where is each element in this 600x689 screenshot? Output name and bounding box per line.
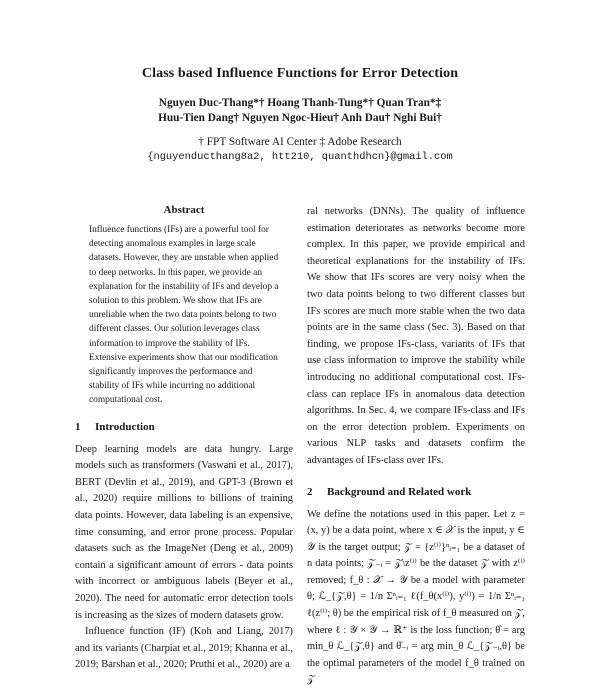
left-column	[75, 204, 293, 674]
author-line-1: Nguyen Duc-Thang*† Hoang Thanh-Tung*† Quan Tran*‡	[0, 96, 600, 111]
affiliations	[0, 135, 600, 165]
section-number: 2	[307, 486, 327, 498]
section-number: 1	[75, 421, 95, 433]
background-paragraph-1: We define the notations used in this paper. Let z = (x, y) be a data point, where x ∈ 𝒳 is the input, y ∈ 𝒴 is the target output; 𝒵 = {z⁽ⁱ⁾}ⁿᵢ₌₁ be a dataset of n data points; 𝒵₋ᵢ = 𝒵\z⁽ⁱ⁾ be the dataset 𝒵 with z⁽ⁱ⁾ removed; f_θ : 𝒳 → 𝒴 be a model with parameter θ; ℒ_{𝒵,θ} = 1/n Σⁿᵢ₌₁ ℓ(f_θ(x⁽ⁱ⁾), y⁽ⁱ⁾) = 1/n Σⁿᵢ₌₁ ℓ(z⁽ⁱ⁾; θ) be the empirical risk of f_θ measured on 𝒵, where ℓ : 𝒴 × 𝒴 → ℝ⁺ is the loss function; θ̂ = arg min_θ ℒ_{𝒵,θ} and θ̂₋ᵢ = arg min_θ ℒ_{𝒵₋ᵢ,θ} be the optimal parameters of the model f_θ trained on 𝒵	[307, 507, 525, 689]
author-list	[0, 96, 600, 126]
abstract-heading: Abstract	[75, 204, 293, 216]
section-title: Introduction	[95, 421, 155, 433]
author-emails: {nguyenducthang8a2, htt210, quanthdhcn}@gmail.com	[0, 150, 600, 165]
section-title: Background and Related work	[327, 486, 471, 498]
paper-title: Class based Influence Functions for Error Detection	[0, 66, 600, 82]
section-heading-background	[307, 486, 525, 498]
intro-paragraph-2: Influence function (IF) (Koh and Liang, 2017) and its variants (Charpiat et al., 2019; Khanna et al., 2019; Barshan et al., 2020; Pruthi et al., 2020) are a	[75, 624, 293, 674]
section-heading-introduction	[75, 421, 293, 433]
right-column	[307, 204, 525, 689]
abstract-text: Influence functions (IFs) are a powerful tool for detecting anomalous examples in large scale datasets. However, they are unstable when applied to deep networks. In this paper, we provide an explanation for the instability of IFs and develop a solution to this problem. We show that IFs are unreliable when the two data points belong to two different classes. Our solution leverages class information to improve the stability of IFs. Extensive experiments show that our modification significantly improves the performance and stability of IFs while incurring no additional computational cost.	[89, 223, 283, 408]
intro-continuation-paragraph: ral networks (DNNs). The quality of influence estimation deteriorates as networks become more complex. In this paper, we provide empirical and theoretical explanations for the instability of IFs. We show that IFs scores are very noisy when the two data points belong to two different classes but IFs scores are much more stable when the two data points are in the same class (Sec. 3). Based on that finding, we propose IFs-class, variants of IFs that use class information to improve the stability while introducing no additional computational cost. IFs-class can replace IFs in anomalous data detection algorithms. In Sec. 4, we compare IFs-class and IFs on the error detection problem. Experiments on various NLP tasks and datasets confirm the advantages of IFs-class over IFs.	[307, 204, 525, 470]
author-line-2: Huu-Tien Dang† Nguyen Ngoc-Hieu† Anh Dau† Nghi Bui†	[0, 111, 600, 126]
affiliation-line: † FPT Software AI Center ‡ Adobe Research	[0, 135, 600, 150]
intro-paragraph-1: Deep learning models are data hungry. Large models such as transformers (Vaswani et al., 2017), BERT (Devlin et al., 2019), and GPT-3 (Brown et al., 2020) require millions to billions of training data points. However, data labeling is an expensive, time consuming, and error prone process. Popular datasets such as the ImageNet (Deng et al., 2009) contain a significant amount of errors - data points with incorrect or ambiguous labels (Beyer et al., 2020). The need for automatic error detection tools is increasing as the sizes of modern datasets grow.	[75, 442, 293, 625]
